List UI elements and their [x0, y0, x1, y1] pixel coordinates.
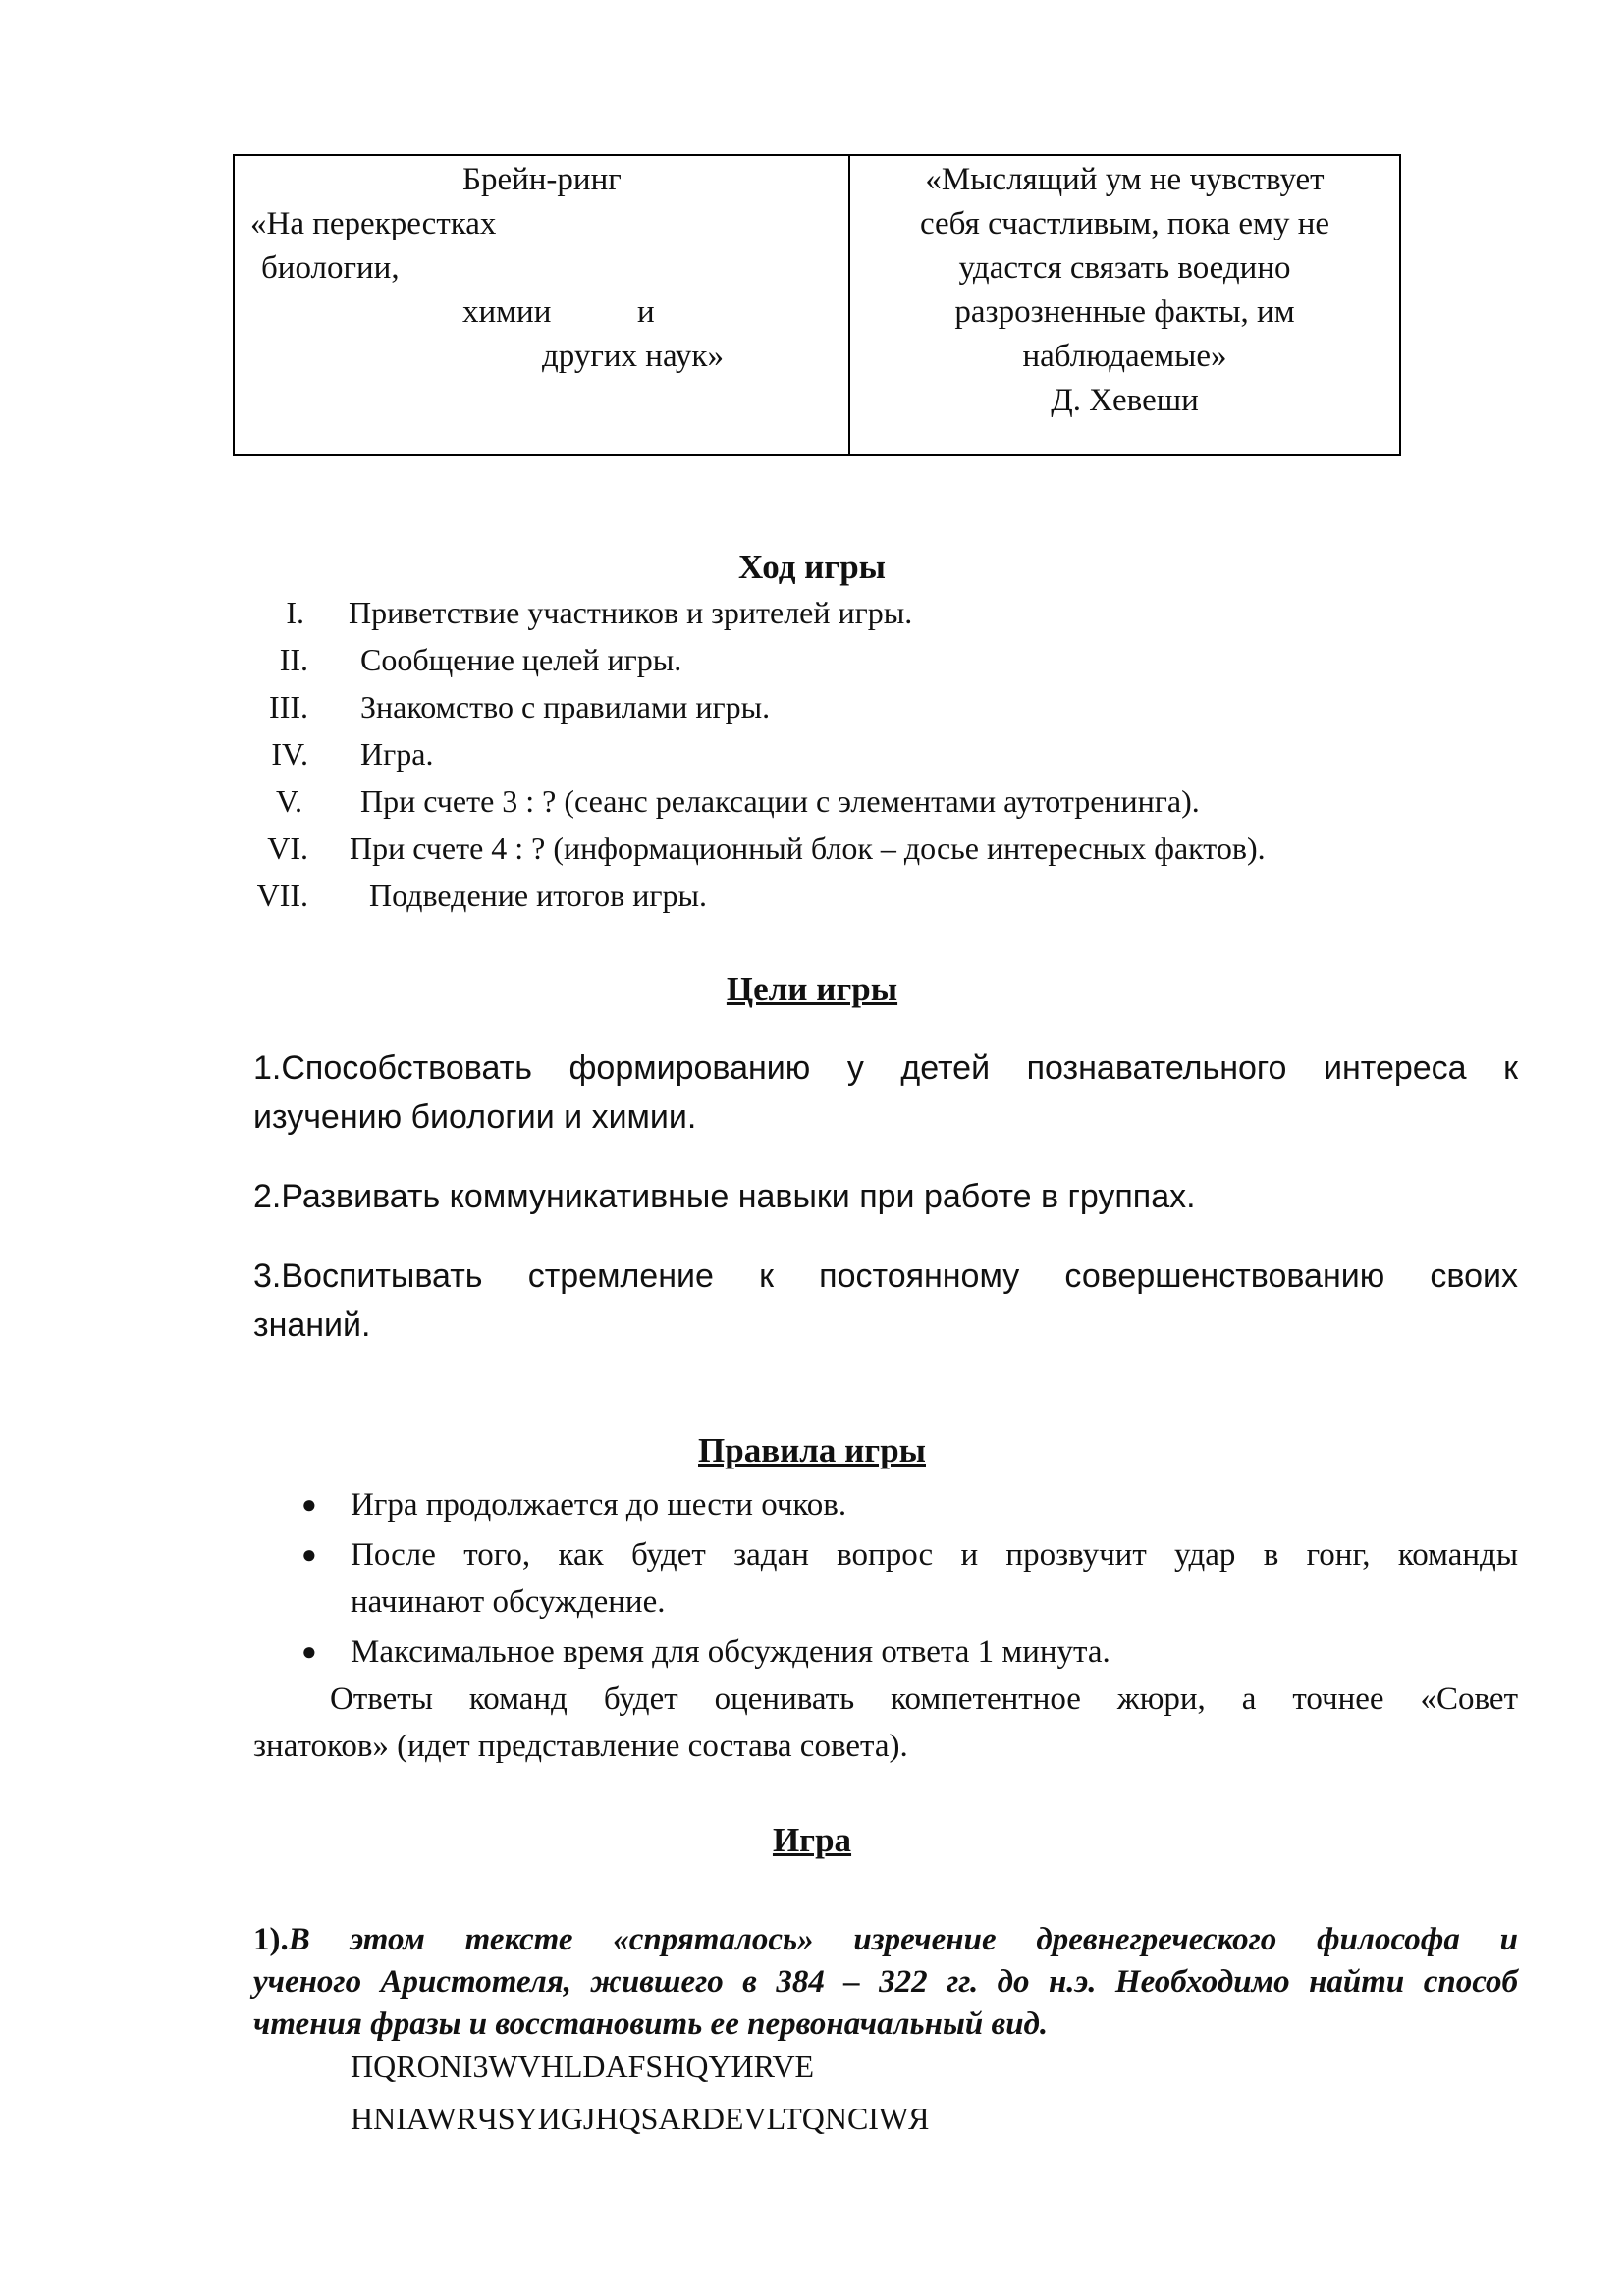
goal-line: 3.Воспитывать стремление к постоянному совершенствованию своих [253, 1257, 1518, 1295]
epigraph-author: Д. Хевеши [1051, 383, 1199, 418]
event-title-cell [235, 156, 850, 454]
event-type: Брейн-ринг [462, 162, 622, 197]
goal-line: знаний. [253, 1307, 371, 1344]
bullet-icon: ● [301, 1540, 317, 1569]
list-text [351, 1481, 1518, 1528]
task-line: чтения фразы и восстановить ее первоначальный вид. [253, 2006, 1049, 2042]
list-text: Подведение итогов игры. [369, 878, 707, 913]
task-number: 1). [253, 1922, 289, 1957]
goal-line: 1.Способствовать формированию у детей познавательного интереса к [253, 1049, 1518, 1087]
rule-line: Игра продолжается до шести очков. [351, 1487, 847, 1522]
rules-line: Ответы команд будет оценивать компетентное жюри, а точнее «Совет [330, 1682, 1518, 1717]
game-heading: Игра [772, 1821, 852, 1859]
event-title-line: химии [462, 294, 552, 330]
event-title-line: биологии, [261, 250, 400, 286]
epigraph-line: разрозненные факты, им [954, 294, 1295, 330]
task-line: ученого Аристотеля, жившего в 384 – 322 гг. до н.э. Необходимо найти способ [253, 1964, 1518, 2000]
course-heading: Ход игры [738, 548, 886, 586]
list-number: VI. [267, 830, 308, 866]
cipher-line: ПQRONI3WVHLDAFSHQYИRVE [351, 2049, 815, 2084]
list-text: Игра. [360, 736, 434, 772]
list-text: Знакомство с правилами игры. [360, 689, 771, 724]
goal-line: 2.Развивать коммуникативные навыки при работе в группах. [253, 1178, 1196, 1215]
list-number: I. [286, 595, 304, 630]
goal-line: изучению биологии и химии. [253, 1098, 697, 1136]
list-number: VII. [256, 878, 308, 913]
task-text: В этом тексте «спряталось» изречение древнегреческого философа и [288, 1922, 1518, 1957]
header-table [233, 154, 1401, 456]
list-text [351, 1629, 1518, 1676]
event-title-line: «На перекрестках [250, 206, 497, 241]
rule-line: После того, как будет задан вопрос и прозвучит удар в гонг, команды [351, 1537, 1518, 1573]
event-title-line: и [637, 294, 655, 330]
goal-paragraph [253, 1043, 1518, 1142]
list-text: Сообщение целей игры. [360, 642, 682, 677]
epigraph-line: «Мыслящий ум не чувствует [925, 162, 1325, 197]
list-text: При счете 4 : ? (информационный блок – досье интересных фактов). [350, 830, 1266, 866]
task-paragraph [253, 1919, 1518, 2046]
list-text [351, 1531, 1518, 1626]
list-text: При счете 3 : ? (сеанс релаксации с элементами аутотренинга). [360, 783, 1200, 819]
rule-line: начинают обсуждение. [351, 1584, 666, 1620]
rules-line: знатоков» (идет представление состава совета). [253, 1729, 908, 1764]
rules-paragraph [253, 1676, 1518, 1770]
list-text: Приветствие участников и зрителей игры. [349, 595, 913, 630]
list-number: II. [279, 642, 308, 677]
bullet-icon: ● [301, 1637, 317, 1666]
event-title-line: других наук» [542, 339, 724, 374]
epigraph-cell [850, 156, 1399, 454]
goal-paragraph [253, 1172, 1518, 1221]
list-number: IV. [271, 736, 308, 772]
goals-heading: Цели игры [726, 970, 898, 1008]
bullet-icon: ● [301, 1490, 317, 1519]
epigraph-line: наблюдаемые» [1022, 339, 1227, 374]
list-number: III. [269, 689, 308, 724]
epigraph-line: себя счастливым, пока ему не [919, 206, 1329, 241]
cipher-line: HNIAWRЧSYИGJHQSARDEVLTQNCIWЯ [351, 2101, 930, 2136]
epigraph-line: удастся связать воедино [958, 250, 1291, 286]
task-line [253, 1919, 1518, 1961]
goal-paragraph [253, 1252, 1518, 1350]
rules-heading: Правила игры [698, 1431, 926, 1469]
list-number: V. [276, 783, 302, 819]
rule-line: Максимальное время для обсуждения ответа 1 минута. [351, 1634, 1110, 1670]
